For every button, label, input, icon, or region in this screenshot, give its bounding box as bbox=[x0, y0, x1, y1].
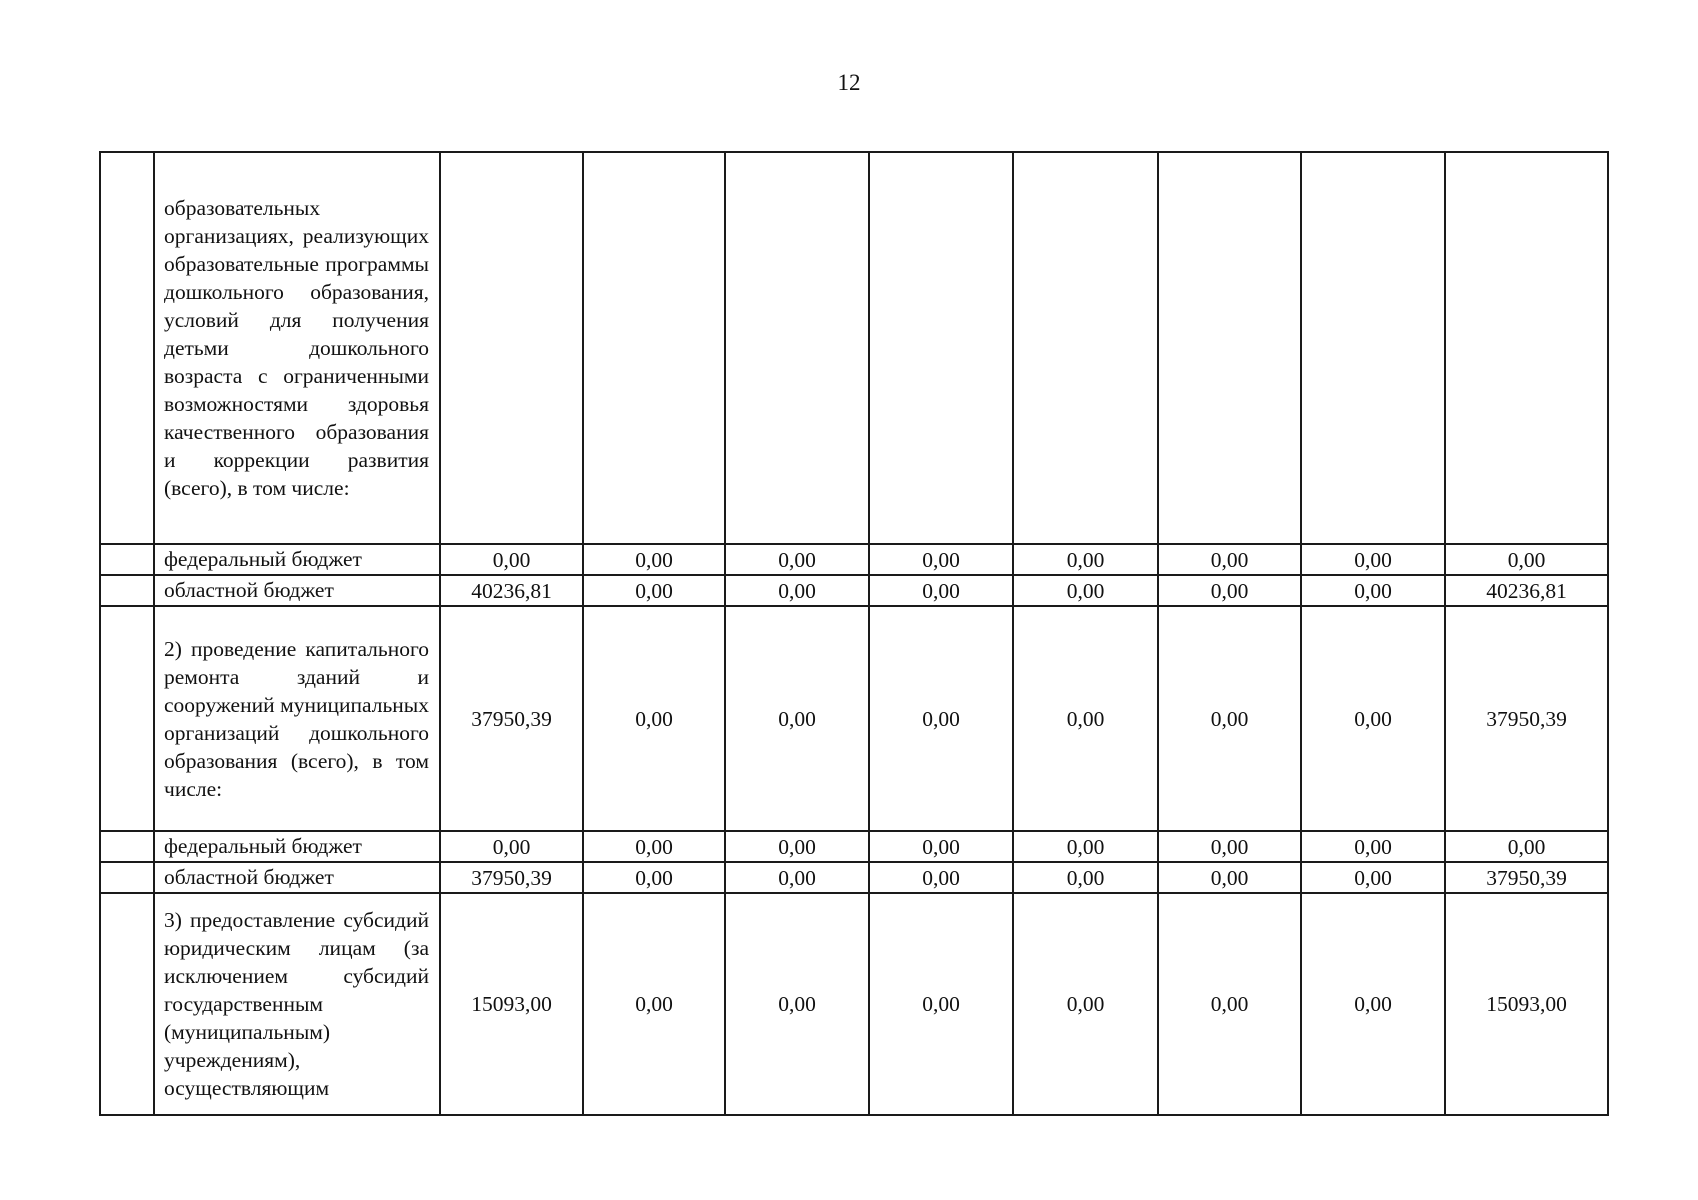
value-cell: 0,00 bbox=[1445, 831, 1608, 862]
value-cell: 0,00 bbox=[1013, 606, 1158, 831]
value-cell: 0,00 bbox=[1301, 862, 1445, 893]
row-number-cell bbox=[100, 152, 154, 544]
table-row bbox=[100, 544, 1608, 575]
row-number-cell bbox=[100, 606, 154, 831]
value-cell: 0,00 bbox=[1301, 893, 1445, 1115]
value-cell: 0,00 bbox=[869, 862, 1013, 893]
value-cell: 0,00 bbox=[583, 831, 725, 862]
row-description: областной бюджет bbox=[154, 575, 440, 606]
value-cell: 0,00 bbox=[1013, 893, 1158, 1115]
page-number: 12 bbox=[837, 70, 861, 95]
value-cell: 0,00 bbox=[1013, 831, 1158, 862]
value-cell: 0,00 bbox=[1158, 862, 1301, 893]
value-cell: 15093,00 bbox=[1445, 893, 1608, 1115]
table-row bbox=[100, 893, 1608, 1115]
value-cell bbox=[1301, 152, 1445, 544]
value-cell: 0,00 bbox=[725, 893, 869, 1115]
table-row bbox=[100, 575, 1608, 606]
row-description: 3) предоставление субсидий юридическим лицам (за исключением субсидий государственным (муниципальным) учреждениям), осуществляющим bbox=[154, 893, 440, 1115]
value-cell: 0,00 bbox=[869, 893, 1013, 1115]
value-cell bbox=[1013, 152, 1158, 544]
value-cell: 0,00 bbox=[1013, 544, 1158, 575]
value-cell: 0,00 bbox=[725, 544, 869, 575]
value-cell: 40236,81 bbox=[440, 575, 583, 606]
value-cell bbox=[440, 152, 583, 544]
value-cell: 0,00 bbox=[725, 862, 869, 893]
row-description: федеральный бюджет bbox=[154, 831, 440, 862]
row-description: федеральный бюджет bbox=[154, 544, 440, 575]
value-cell: 37950,39 bbox=[1445, 606, 1608, 831]
row-description: областной бюджет bbox=[154, 862, 440, 893]
value-cell: 0,00 bbox=[1158, 606, 1301, 831]
value-cell: 0,00 bbox=[869, 606, 1013, 831]
value-cell bbox=[1158, 152, 1301, 544]
table-row bbox=[100, 862, 1608, 893]
value-cell: 0,00 bbox=[583, 862, 725, 893]
value-cell bbox=[725, 152, 869, 544]
value-cell: 0,00 bbox=[725, 575, 869, 606]
value-cell: 0,00 bbox=[1158, 544, 1301, 575]
value-cell: 0,00 bbox=[583, 893, 725, 1115]
value-cell: 0,00 bbox=[583, 544, 725, 575]
row-number-cell bbox=[100, 831, 154, 862]
value-cell: 0,00 bbox=[1158, 575, 1301, 606]
value-cell: 0,00 bbox=[1301, 544, 1445, 575]
value-cell: 0,00 bbox=[725, 606, 869, 831]
value-cell: 0,00 bbox=[440, 544, 583, 575]
value-cell: 0,00 bbox=[869, 575, 1013, 606]
table-row bbox=[100, 606, 1608, 831]
budget-table bbox=[99, 151, 1609, 1116]
row-number-cell bbox=[100, 544, 154, 575]
value-cell: 0,00 bbox=[1445, 544, 1608, 575]
value-cell: 0,00 bbox=[1013, 862, 1158, 893]
table-row bbox=[100, 831, 1608, 862]
value-cell bbox=[869, 152, 1013, 544]
value-cell: 37950,39 bbox=[440, 606, 583, 831]
value-cell: 0,00 bbox=[583, 575, 725, 606]
value-cell bbox=[1445, 152, 1608, 544]
value-cell: 15093,00 bbox=[440, 893, 583, 1115]
row-description: образовательных организациях, реализующих образовательные программы дошкольного образования, условий для получения детьми дошкольного возраста с ограниченными возможностями здоровья качественного образования и коррекции развития (всего), в том числе: bbox=[154, 152, 440, 544]
value-cell: 40236,81 bbox=[1445, 575, 1608, 606]
table-row bbox=[100, 152, 1608, 544]
row-number-cell bbox=[100, 575, 154, 606]
value-cell: 0,00 bbox=[1301, 831, 1445, 862]
value-cell: 37950,39 bbox=[1445, 862, 1608, 893]
row-number-cell bbox=[100, 862, 154, 893]
value-cell bbox=[583, 152, 725, 544]
value-cell: 0,00 bbox=[869, 544, 1013, 575]
row-description: 2) проведение капитального ремонта зданий и сооружений муниципальных организаций дошкольного образования (всего), в том числе: bbox=[154, 606, 440, 831]
value-cell: 0,00 bbox=[1013, 575, 1158, 606]
value-cell: 0,00 bbox=[725, 831, 869, 862]
value-cell: 37950,39 bbox=[440, 862, 583, 893]
value-cell: 0,00 bbox=[583, 606, 725, 831]
value-cell: 0,00 bbox=[1158, 831, 1301, 862]
value-cell: 0,00 bbox=[1301, 575, 1445, 606]
value-cell: 0,00 bbox=[869, 831, 1013, 862]
value-cell: 0,00 bbox=[1158, 893, 1301, 1115]
row-number-cell bbox=[100, 893, 154, 1115]
value-cell: 0,00 bbox=[440, 831, 583, 862]
value-cell: 0,00 bbox=[1301, 606, 1445, 831]
